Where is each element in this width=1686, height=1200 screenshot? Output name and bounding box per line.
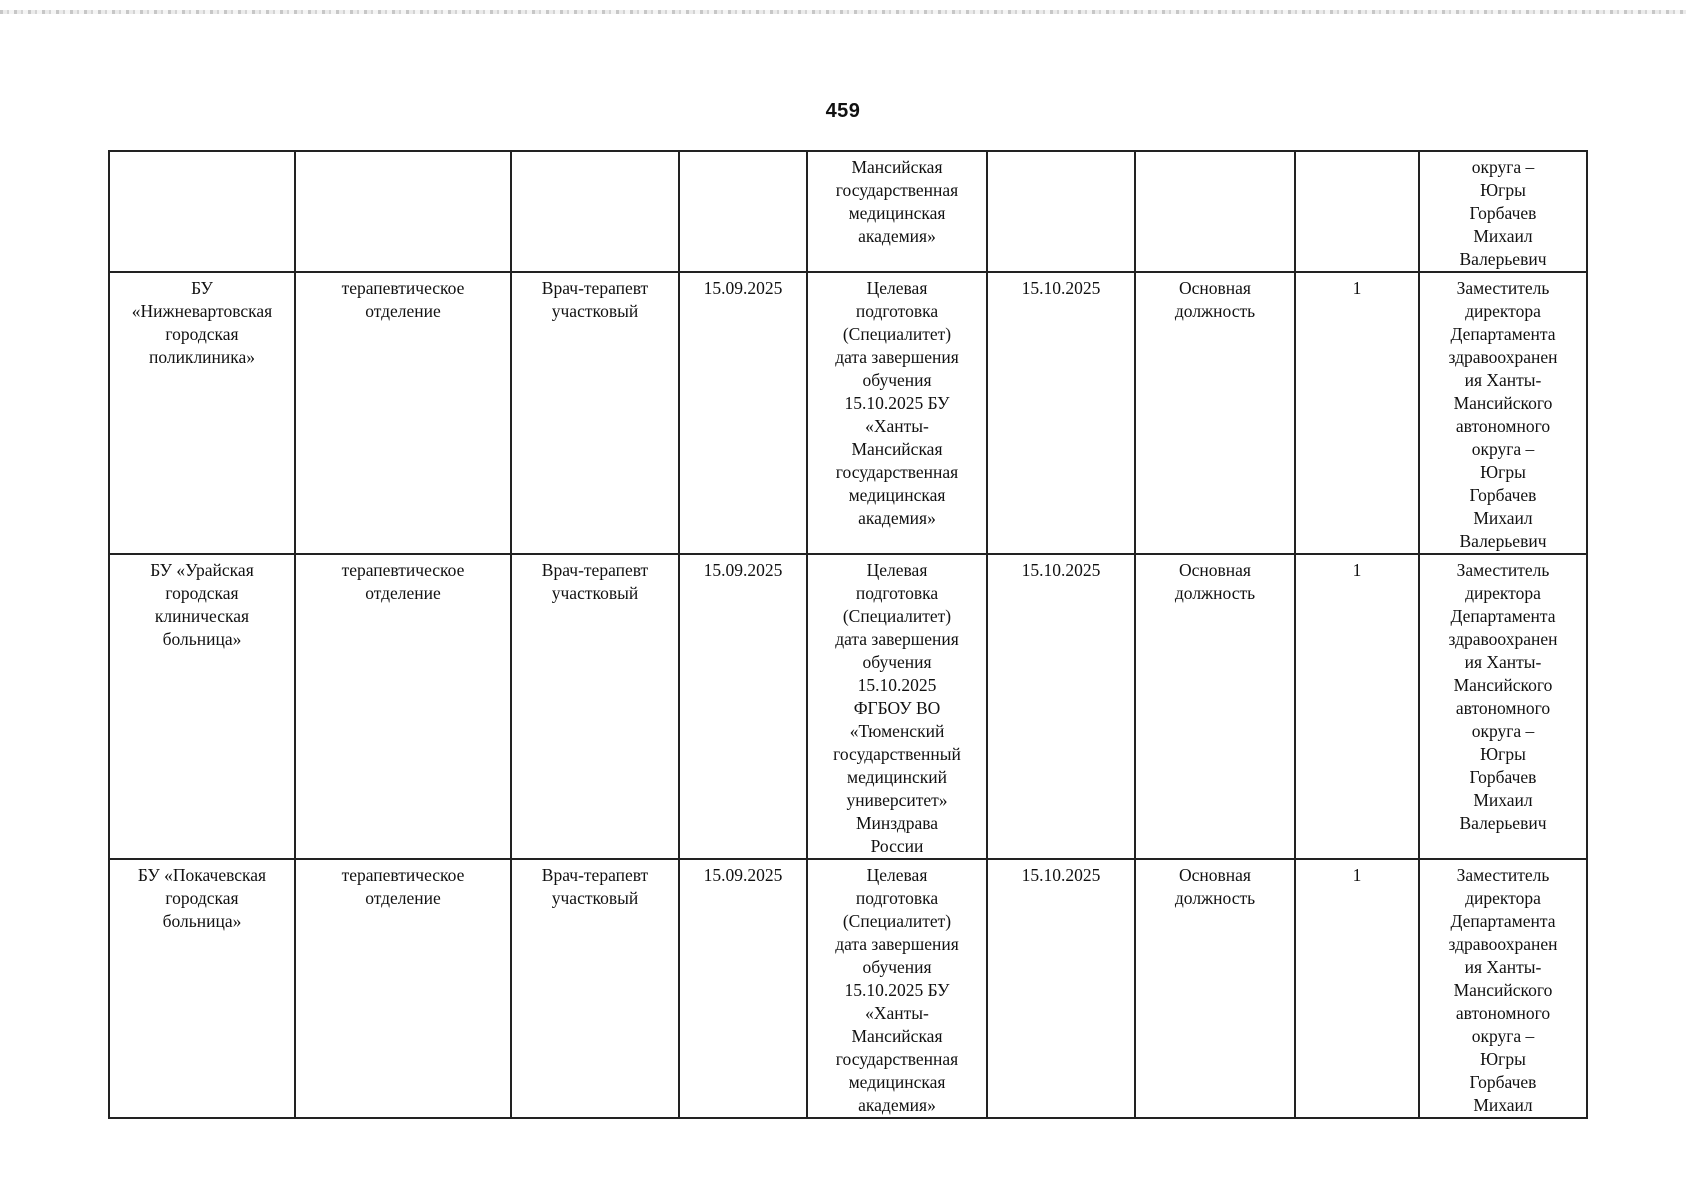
department-cell: терапевтическое отделение (295, 554, 511, 859)
department-cell: терапевтическое отделение (295, 859, 511, 1118)
org-cell: БУ «Нижневартовская городская поликлиника» (109, 272, 295, 554)
table-row (109, 859, 1587, 1118)
end-date-cell (987, 151, 1135, 272)
training-cell: Целевая подготовка (Специалитет) дата завершения обучения 15.10.2025 БУ «Ханты- Мансийская государственная медицинская академия» (807, 859, 987, 1118)
org-cell (109, 151, 295, 272)
end-date-cell: 15.10.2025 (987, 554, 1135, 859)
training-cell: Целевая подготовка (Специалитет) дата завершения обучения 15.10.2025 БУ «Ханты- Мансийская государственная медицинская академия» (807, 272, 987, 554)
scan-edge-artifact (0, 10, 1686, 14)
contact-cell: Заместитель директора Департамента здравоохранен ия Ханты- Мансийского автономного округа – Югры Горбачев Михаил Валерьевич (1419, 554, 1587, 859)
training-cell: Целевая подготовка (Специалитет) дата завершения обучения 15.10.2025 ФГБОУ ВО «Тюменский государственный медицинский университет» Минздрава России (807, 554, 987, 859)
count-cell (1295, 151, 1419, 272)
job-type-cell: Основная должность (1135, 272, 1295, 554)
count-cell: 1 (1295, 272, 1419, 554)
start-date-cell: 15.09.2025 (679, 859, 807, 1118)
training-cell: Мансийская государственная медицинская академия» (807, 151, 987, 272)
org-cell: БУ «Покачевская городская больница» (109, 859, 295, 1118)
page-number: 459 (825, 100, 861, 122)
table-row (109, 151, 1587, 272)
end-date-cell: 15.10.2025 (987, 859, 1135, 1118)
start-date-cell: 15.09.2025 (679, 554, 807, 859)
table-row (109, 272, 1587, 554)
position-cell: Врач-терапевт участковый (511, 554, 679, 859)
position-cell (511, 151, 679, 272)
end-date-cell: 15.10.2025 (987, 272, 1135, 554)
count-cell: 1 (1295, 554, 1419, 859)
position-cell: Врач-терапевт участковый (511, 859, 679, 1118)
department-cell (295, 151, 511, 272)
vacancy-table (108, 150, 1588, 1119)
job-type-cell: Основная должность (1135, 859, 1295, 1118)
table-row (109, 554, 1587, 859)
contact-cell: округа – Югры Горбачев Михаил Валерьевич (1419, 151, 1587, 272)
org-cell: БУ «Урайская городская клиническая больница» (109, 554, 295, 859)
count-cell: 1 (1295, 859, 1419, 1118)
department-cell: терапевтическое отделение (295, 272, 511, 554)
start-date-cell (679, 151, 807, 272)
job-type-cell (1135, 151, 1295, 272)
job-type-cell: Основная должность (1135, 554, 1295, 859)
start-date-cell: 15.09.2025 (679, 272, 807, 554)
contact-cell: Заместитель директора Департамента здравоохранен ия Ханты- Мансийского автономного округа – Югры Горбачев Михаил Валерьевич (1419, 272, 1587, 554)
position-cell: Врач-терапевт участковый (511, 272, 679, 554)
contact-cell: Заместитель директора Департамента здравоохранен ия Ханты- Мансийского автономного округа – Югры Горбачев Михаил (1419, 859, 1587, 1118)
